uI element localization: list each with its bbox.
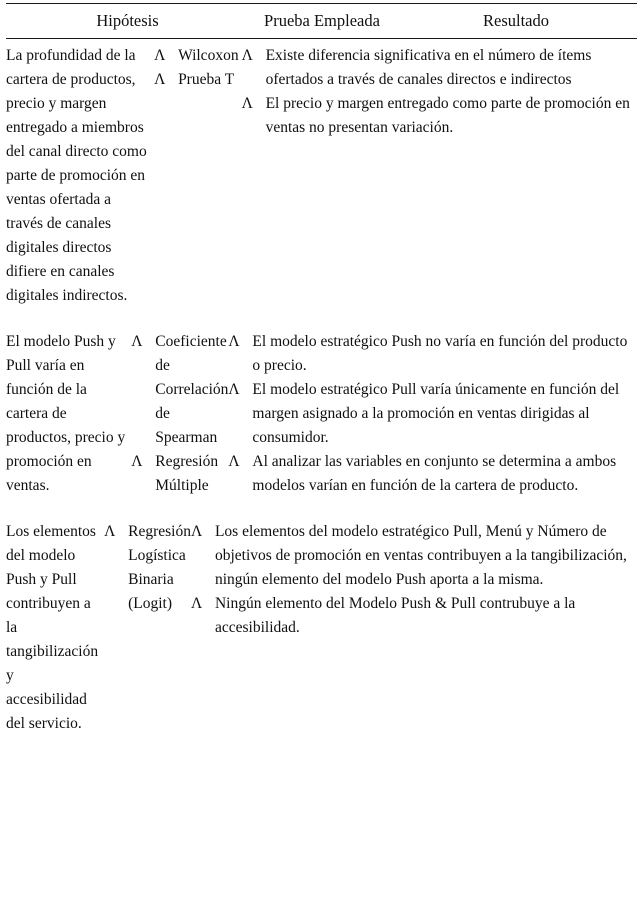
lambda-bullet-icon: Λ (228, 333, 240, 350)
list-item-label: Prueba T (178, 71, 235, 88)
cell-resultado (242, 44, 637, 140)
list-item-label: El modelo estratégico Pull varía únicamente en función del margen asignado a la promoción en ventas dirigidas al consumidor. (252, 381, 620, 446)
lambda-bullet-icon: Λ (154, 47, 166, 64)
column-header-resultado: Resultado (483, 11, 549, 30)
prueba-list (154, 44, 242, 92)
list-item (191, 592, 637, 640)
cell-hipotesis (6, 44, 154, 308)
lambda-bullet-icon: Λ (154, 71, 166, 88)
lambda-bullet-icon: Λ (131, 333, 143, 350)
list-item-label: Ningún elemento del Modelo Push & Pull contrubuye a la accesibilidad. (214, 595, 576, 636)
list-item (228, 330, 637, 378)
list-item (242, 44, 637, 92)
column-header-prueba-empleada: Prueba Empleada (264, 11, 380, 30)
column-header-hipotesis: Hipótesis (96, 11, 159, 30)
table-top-rule (6, 3, 637, 4)
list-item-label: Al analizar las variables en conjunto se determina a ambos modelos varían en función de la cartera de producto. (252, 453, 617, 494)
table-row (6, 330, 637, 498)
list-item-label: El modelo estratégico Push no varía en función del producto o precio. (252, 333, 628, 374)
list-item-label: El precio y margen entregado como parte de promoción en ventas no presentan variación. (265, 95, 630, 136)
list-item-label: Los elementos del modelo estratégico Pull, Menú y Número de objetivos de promoción en ventas contribuyen a la tangibilización, ningún elemento del modelo Push aporta a la misma. (214, 523, 627, 588)
list-item (131, 330, 228, 450)
list-item-label: Regresión Logística Binaria (Logit) (128, 523, 191, 612)
list-item-label: Regresión Múltiple (155, 453, 219, 494)
table-header-row (6, 6, 637, 36)
table-header-rule (6, 38, 637, 39)
hipotesis-text: La profundidad de la cartera de productos, precio y margen entregado a miembros del canal directo como parte de promoción en ventas ofertada a través de canales digitales directos difiere en canales digitales indirectos. (6, 47, 147, 304)
lambda-bullet-icon: Λ (190, 523, 203, 540)
cell-resultado (228, 330, 637, 498)
lambda-bullet-icon: Λ (241, 47, 253, 64)
list-item (242, 92, 637, 140)
lambda-bullet-icon: Λ (228, 453, 240, 470)
lambda-bullet-icon: Λ (104, 523, 116, 540)
hipotesis-text: Los elementos del modelo Push y Pull contribuyen a la tangibilización y accesibilidad del servicio. (6, 523, 99, 732)
list-item-label: Existe diferencia significativa en el número de ítems ofertados a través de canales directos e indirectos (265, 47, 592, 88)
table-row (6, 44, 637, 308)
cell-hipotesis (6, 330, 131, 498)
list-item (104, 520, 191, 616)
list-item (228, 378, 637, 450)
table-row (6, 520, 637, 736)
resultado-list (242, 44, 637, 140)
list-item-label: Coeficiente de Correlación de Spearman (155, 333, 229, 446)
table-body (6, 44, 637, 916)
resultado-list (228, 330, 637, 498)
list-item-label: Wilcoxon (178, 47, 239, 64)
hipotesis-text: El modelo Push y Pull varía en función de la cartera de productos, precio y promoción en ventas. (6, 333, 126, 494)
lambda-bullet-icon: Λ (241, 95, 253, 112)
lambda-bullet-icon: Λ (228, 381, 240, 398)
prueba-list (131, 330, 228, 498)
cell-resultado (191, 520, 637, 640)
prueba-list (104, 520, 191, 616)
list-item (131, 450, 228, 498)
cell-prueba-empleada (154, 44, 242, 92)
cell-prueba-empleada (104, 520, 191, 616)
list-item (228, 450, 637, 498)
cell-prueba-empleada (131, 330, 228, 498)
lambda-bullet-icon: Λ (190, 595, 203, 612)
cell-hipotesis (6, 520, 104, 736)
lambda-bullet-icon: Λ (131, 453, 143, 470)
list-item (154, 44, 242, 68)
list-item (154, 68, 242, 92)
list-item (191, 520, 637, 592)
resultado-list (191, 520, 637, 640)
